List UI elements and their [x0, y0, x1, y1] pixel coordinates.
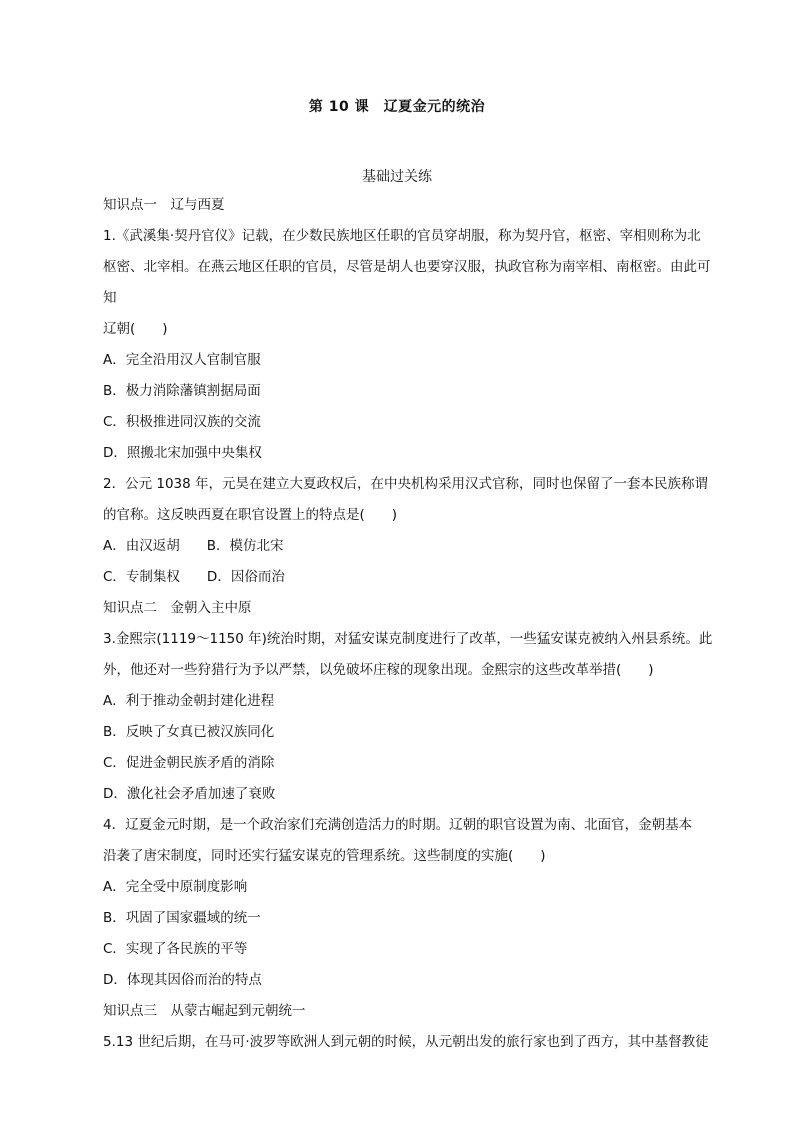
- question-2-options-cd: C．专制集权 D．因俗而治: [103, 569, 285, 585]
- question-3-option-d: D．激化社会矛盾加速了衰败: [103, 786, 276, 802]
- lesson-title: 第 10 课 辽夏金元的统治: [308, 99, 486, 115]
- question-5: [103, 1027, 718, 1058]
- question-2-options-ab: A．由汉返胡 B．模仿北宋: [103, 538, 284, 554]
- question-2: [103, 469, 718, 593]
- question-4: [103, 810, 718, 996]
- question-1-option-c: C．积极推进同汉族的交流: [103, 414, 261, 430]
- knowledge-point-2: 知识点二 金朝入主中原: [103, 600, 252, 616]
- question-3-option-a: A．利于推动金朝封建化进程: [103, 693, 275, 709]
- question-1-option-b: B．极力消除藩镇割据局面: [103, 383, 261, 399]
- question-2-line-1: 2．公元 1038 年，元昊在建立大夏政权后，在中央机构采用汉式官称，同时也保留了一套本民族称谓: [103, 476, 709, 492]
- question-1-option-a: A．完全沿用汉人官制官服: [103, 352, 261, 368]
- question-4-line-1: 4．辽夏金元时期，是一个政治家们充满创造活力的时期。辽朝的职官设置为南、北面官，金朝基本: [103, 817, 693, 833]
- question-3: [103, 624, 718, 810]
- document-body: [103, 190, 718, 1058]
- question-3-option-b: B．反映了女真已被汉族同化: [103, 724, 275, 740]
- question-3-line-1: 3.金熙宗(1119～1150 年)统治时期，对猛安谋克制度进行了改革，一些猛安谋克被纳入州县系统。此: [103, 631, 713, 647]
- knowledge-point-1: 知识点一 辽与西夏: [103, 197, 225, 213]
- question-1-line-3: 辽朝( ): [103, 321, 168, 337]
- question-4-option-b: B．巩固了国家疆域的统一: [103, 910, 261, 926]
- question-3-option-c: C．促进金朝民族矛盾的消除: [103, 755, 275, 771]
- question-1-option-d: D．照搬北宋加强中央集权: [103, 445, 262, 461]
- question-4-option-d: D．体现其因俗而治的特点: [103, 972, 262, 988]
- question-1-line-1: 1.《武溪集·契丹官仪》记载，在少数民族地区任职的官员穿胡服，称为契丹官，枢密、宰相则称为北: [103, 228, 701, 244]
- question-2-line-2: 的官称。这反映西夏在职官设置上的特点是( ): [103, 507, 398, 523]
- knowledge-point-3: 知识点三 从蒙古崛起到元朝统一: [103, 1003, 306, 1019]
- question-4-option-c: C．实现了各民族的平等: [103, 941, 248, 957]
- question-4-line-2: 沿袭了唐宋制度，同时还实行猛安谋克的管理系统。这些制度的实施( ): [103, 848, 546, 864]
- question-1: [103, 221, 718, 469]
- question-5-line-1: 5.13 世纪后期，在马可·波罗等欧洲人到元朝的时候，从元朝出发的旅行家也到了西方，其中基督教徒: [103, 1034, 709, 1050]
- section-subtitle: 基础过关练: [362, 169, 432, 185]
- question-3-line-2: 外，他还对一些狩猎行为予以严禁，以免破坏庄稼的现象出现。金熙宗的这些改革举措( ): [103, 662, 654, 678]
- question-4-option-a: A．完全受中原制度影响: [103, 879, 248, 895]
- question-1-line-2: 枢密、北宰相。在燕云地区任职的官员，尽管是胡人也要穿汉服，执政官称为南宰相、南枢密。由此可知: [103, 259, 711, 306]
